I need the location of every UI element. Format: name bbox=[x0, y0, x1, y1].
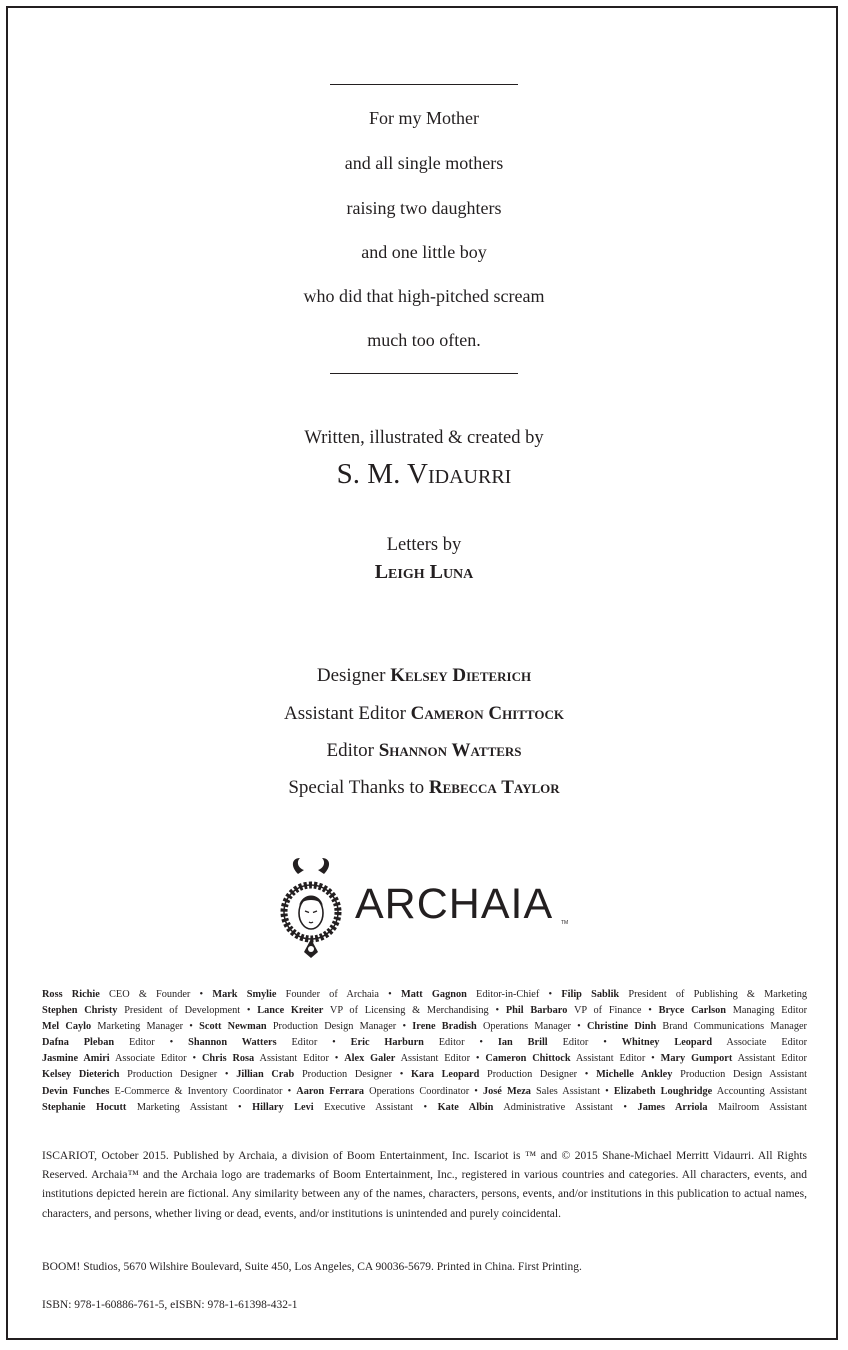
staff-role: Assistant Editor bbox=[400, 1053, 470, 1065]
staff-role: VP of Finance bbox=[573, 1005, 642, 1017]
staff-role: Assistant Editor bbox=[575, 1053, 646, 1065]
dedication-line-2: and all single mothers bbox=[344, 153, 504, 173]
staff-line bbox=[42, 1084, 807, 1100]
staff-name: Christine Dinh bbox=[587, 1021, 657, 1033]
staff-name: Kara Leopard bbox=[411, 1069, 480, 1081]
staff-list bbox=[42, 987, 807, 1116]
staff-name: Michelle Ankley bbox=[596, 1069, 673, 1081]
staff-role: Assistant Editor bbox=[259, 1053, 329, 1065]
staff-role: Associate Editor bbox=[114, 1053, 187, 1065]
staff-name: Hillary Levi bbox=[252, 1101, 314, 1113]
staff-role: President of Publishing & Marketing bbox=[628, 989, 808, 1000]
staff-name: Kate Albin bbox=[437, 1101, 494, 1113]
bullet-separator: • bbox=[588, 1037, 622, 1049]
archaia-emblem-icon bbox=[280, 856, 342, 960]
bullet-separator: • bbox=[612, 1101, 638, 1113]
staff-line bbox=[42, 1019, 807, 1035]
staff-name: Devin Funches bbox=[42, 1085, 110, 1097]
staff-name: Mark Smylie bbox=[212, 989, 277, 1000]
staff-line bbox=[42, 1067, 807, 1083]
bullet-separator: • bbox=[378, 989, 401, 1000]
staff-name: Phil Barbaro bbox=[505, 1005, 568, 1017]
bullet-separator: • bbox=[600, 1085, 614, 1097]
bottom-rule bbox=[330, 373, 518, 374]
archaia-logo bbox=[280, 856, 580, 960]
staff-name: Bryce Carlson bbox=[658, 1005, 726, 1017]
credit-designer bbox=[0, 665, 848, 687]
bullet-separator: • bbox=[570, 1021, 587, 1033]
staff-name: Elizabeth Loughridge bbox=[613, 1085, 713, 1097]
credit-role: Special Thanks to bbox=[288, 777, 425, 798]
credit-name: Rebecca Taylor bbox=[428, 777, 560, 798]
bullet-separator: • bbox=[317, 1037, 351, 1049]
bullet-separator: • bbox=[641, 1005, 659, 1017]
staff-name: Whitney Leopard bbox=[621, 1037, 713, 1049]
publisher-address: BOOM! Studios, 5670 Wilshire Boulevard, Suite 450, Los Angeles, CA 90036-5679. Printed in China. First Printing. bbox=[42, 1261, 582, 1273]
isbn-line: ISBN: 978-1-60886-761-5, eISBN: 978-1-61398-432-1 bbox=[42, 1299, 298, 1311]
staff-role: Founder of Archaia bbox=[285, 989, 379, 1000]
credit-editor bbox=[0, 740, 848, 762]
staff-name: Shannon Watters bbox=[188, 1037, 277, 1049]
staff-name: Kelsey Dieterich bbox=[42, 1069, 120, 1081]
bullet-separator: • bbox=[190, 989, 213, 1000]
staff-role: Production Designer bbox=[127, 1069, 218, 1081]
written-by-label: Written, illustrated & created by bbox=[304, 428, 544, 448]
dedication-line-1: For my Mother bbox=[369, 108, 479, 128]
bullet-separator: • bbox=[469, 1085, 483, 1097]
staff-name: Mary Gumport bbox=[660, 1053, 733, 1065]
staff-name: Filip Sablik bbox=[561, 989, 620, 1000]
credit-name: Shannon Watters bbox=[378, 740, 522, 761]
staff-role: Editor-in-Chief bbox=[476, 989, 540, 1000]
staff-name: Jasmine Amiri bbox=[42, 1053, 110, 1065]
staff-name: Mel Caylo bbox=[42, 1021, 92, 1033]
dedication-line-5: who did that high-pitched scream bbox=[303, 286, 545, 306]
staff-role: Operations Coordinator bbox=[369, 1085, 470, 1097]
bullet-separator: • bbox=[539, 989, 562, 1000]
staff-role: Brand Communications Manager bbox=[662, 1021, 807, 1033]
staff-role: Editor bbox=[128, 1037, 155, 1049]
staff-name: Stephen Christy bbox=[42, 1005, 118, 1017]
staff-line bbox=[42, 1100, 807, 1116]
bullet-separator: • bbox=[227, 1101, 253, 1113]
author-name: S. M. Vidaurri bbox=[336, 458, 512, 490]
staff-name: Lance Kreiter bbox=[257, 1005, 324, 1017]
staff-role: Marketing Manager bbox=[97, 1021, 184, 1033]
dedication-line-3: raising two daughters bbox=[346, 198, 502, 218]
credit-name: Kelsey Dieterich bbox=[390, 665, 532, 686]
bullet-separator: • bbox=[645, 1053, 661, 1065]
staff-role: Administrative Assistant bbox=[503, 1101, 613, 1113]
staff-role: Production Design Manager bbox=[272, 1021, 397, 1033]
archaia-wordmark: ARCHAIA bbox=[355, 880, 554, 928]
staff-name: James Arriola bbox=[637, 1101, 708, 1113]
bullet-separator: • bbox=[413, 1101, 438, 1113]
bullet-separator: • bbox=[282, 1085, 297, 1097]
staff-name: Irene Bradish bbox=[412, 1021, 477, 1033]
staff-name: Cameron Chittock bbox=[485, 1053, 571, 1065]
staff-role: Editor bbox=[562, 1037, 589, 1049]
staff-role: Editor bbox=[438, 1037, 465, 1049]
staff-name: Stephanie Hocutt bbox=[42, 1101, 127, 1113]
staff-name: Ian Brill bbox=[497, 1037, 548, 1049]
staff-role: Executive Assistant bbox=[324, 1101, 413, 1113]
staff-role: Production Designer bbox=[301, 1069, 393, 1081]
staff-role: Associate Editor bbox=[726, 1037, 808, 1049]
letters-label: Letters by bbox=[386, 535, 462, 555]
staff-name: Eric Harburn bbox=[350, 1037, 424, 1049]
bullet-separator: • bbox=[396, 1021, 413, 1033]
letterer-name: Leigh Luna bbox=[374, 561, 474, 583]
staff-role: CEO & Founder bbox=[109, 989, 191, 1000]
bullet-separator: • bbox=[328, 1053, 345, 1065]
bullet-separator: • bbox=[217, 1069, 237, 1081]
staff-name: Matt Gagnon bbox=[400, 989, 467, 1000]
staff-role: Production Designer bbox=[487, 1069, 578, 1081]
trademark-mark: TM bbox=[561, 920, 569, 926]
staff-name: Dafna Pleban bbox=[42, 1037, 115, 1049]
staff-role: Marketing Assistant bbox=[136, 1101, 228, 1113]
bullet-separator: • bbox=[488, 1005, 506, 1017]
bullet-separator: • bbox=[154, 1037, 189, 1049]
staff-role: Managing Editor bbox=[732, 1005, 808, 1017]
staff-name: Alex Galer bbox=[344, 1053, 396, 1065]
staff-role: Assistant Editor bbox=[737, 1053, 807, 1065]
staff-name: Chris Rosa bbox=[201, 1053, 255, 1065]
staff-name: Scott Newman bbox=[199, 1021, 267, 1033]
bullet-separator: • bbox=[240, 1005, 258, 1017]
credit-role: Designer bbox=[316, 665, 386, 686]
bullet-separator: • bbox=[577, 1069, 597, 1081]
staff-role: E-Commerce & Inventory Coordinator bbox=[114, 1085, 283, 1097]
staff-name: Aaron Ferrara bbox=[296, 1085, 365, 1097]
legal-notice: ISCARIOT, October 2015. Published by Archaia, a division of Boom Entertainment, Inc. Iscariot is ™ and © 2015 Shane-Michael Merritt Vidaurri. All Rights Reserved. Archaia™ and the Archaia logo are trademarks of Boom Entertainment, Inc., registered in various countries and categories. All characters, events, and institutions depicted herein are fictional. Any similarity between any of the names, characters, persons, events, and/or institutions in this publication to actual names, characters, and persons, whether living or dead, events, and/or institutions is unintended and purely coincidental. bbox=[42, 1150, 807, 1220]
staff-role: Mailroom Assistant bbox=[718, 1101, 807, 1113]
staff-role: Sales Assistant bbox=[536, 1085, 601, 1097]
staff-role: Production Design Assistant bbox=[680, 1069, 808, 1081]
staff-name: Ross Richie bbox=[42, 989, 100, 1000]
credit-assistant-editor bbox=[0, 703, 848, 725]
staff-role: President of Development bbox=[124, 1005, 241, 1017]
dedication-line-4: and one little boy bbox=[361, 242, 487, 262]
staff-role: VP of Licensing & Merchandising bbox=[329, 1005, 489, 1017]
bullet-separator: • bbox=[183, 1021, 200, 1033]
credit-special-thanks bbox=[0, 777, 848, 799]
bullet-separator: • bbox=[392, 1069, 411, 1081]
bullet-separator: • bbox=[470, 1053, 486, 1065]
staff-role: Operations Manager bbox=[482, 1021, 571, 1033]
dedication-line-6: much too often. bbox=[367, 330, 481, 350]
credit-role: Assistant Editor bbox=[284, 703, 406, 724]
credit-name: Cameron Chittock bbox=[410, 703, 564, 724]
credit-role: Editor bbox=[326, 740, 374, 761]
staff-role: Editor bbox=[291, 1037, 318, 1049]
staff-name: Jillian Crab bbox=[236, 1069, 295, 1081]
staff-line bbox=[42, 987, 807, 1003]
staff-line bbox=[42, 1035, 807, 1051]
bullet-separator: • bbox=[186, 1053, 202, 1065]
bullet-separator: • bbox=[464, 1037, 498, 1049]
staff-name: José Meza bbox=[482, 1085, 531, 1097]
staff-line bbox=[42, 1051, 807, 1067]
staff-role: Accounting Assistant bbox=[716, 1085, 808, 1097]
top-rule bbox=[330, 84, 518, 85]
staff-line bbox=[42, 1003, 807, 1019]
